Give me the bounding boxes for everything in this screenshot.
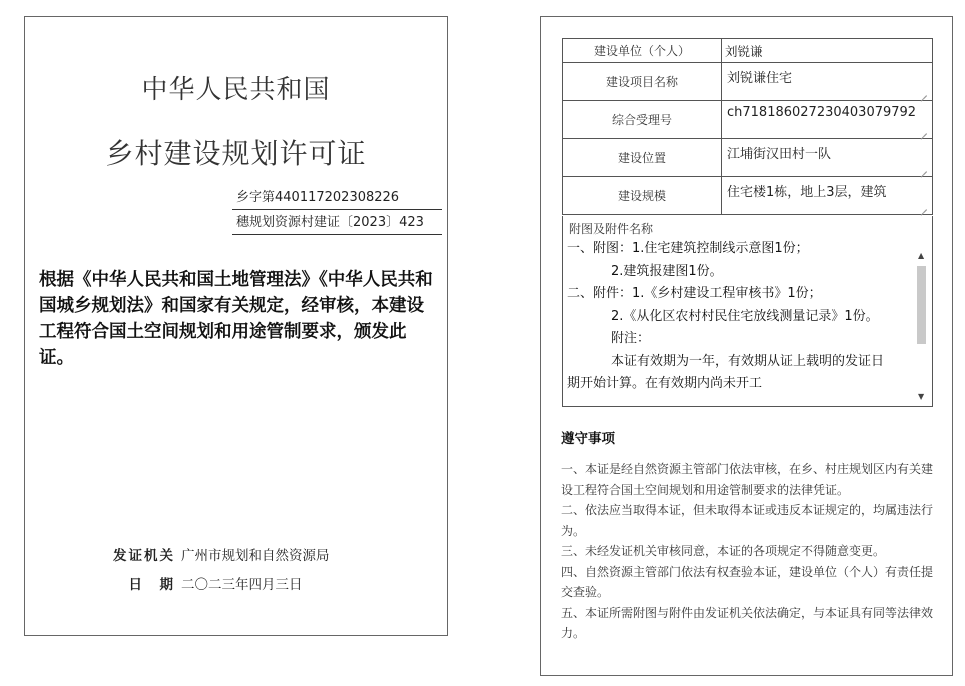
row-label: 建设规模 bbox=[563, 177, 722, 215]
date-value: 二〇二三年四月三日 bbox=[181, 577, 303, 593]
resize-grip-icon[interactable] bbox=[919, 202, 927, 210]
table-row bbox=[563, 39, 933, 63]
scale-field[interactable] bbox=[722, 177, 933, 215]
issuer-label: 发证机关 bbox=[113, 548, 175, 564]
attachments-box[interactable] bbox=[562, 216, 933, 407]
attachments-content bbox=[567, 238, 913, 404]
certificate-front-page bbox=[24, 16, 448, 636]
date-label: 日 期 bbox=[128, 577, 175, 593]
row-value: 刘锐谦住宅 bbox=[727, 70, 793, 86]
attachments-label: 附图及附件名称 bbox=[569, 222, 654, 236]
row-value: 刘锐谦 bbox=[725, 43, 763, 59]
project-name-field[interactable] bbox=[722, 63, 933, 101]
row-label: 综合受理号 bbox=[563, 101, 722, 139]
row-label: 建设单位（个人） bbox=[563, 39, 722, 63]
rule-item: 四、自然资源主管部门依法有权查验本证，建设单位（个人）有责任提交查验。 bbox=[561, 564, 934, 599]
resize-grip-icon[interactable] bbox=[919, 126, 927, 134]
attachment-line: 一、附图：1.住宅建筑控制线示意图1份； bbox=[567, 241, 809, 256]
resize-grip-icon[interactable] bbox=[919, 164, 927, 172]
attachment-line: 本证有效期为一年，有效期从证上载明的发证日 bbox=[611, 353, 885, 369]
document-number: 穗规划资源村建证〔2023〕423 bbox=[232, 211, 442, 235]
certificate-number: 乡字第440117202308226 bbox=[232, 186, 442, 210]
location-field[interactable] bbox=[722, 139, 933, 177]
rules-list bbox=[561, 459, 937, 644]
row-value: 住宅楼1栋，地上3层，建筑 bbox=[727, 184, 887, 200]
country-title: 中华人民共和国 bbox=[141, 75, 331, 105]
table-row bbox=[563, 63, 933, 101]
scroll-down-icon[interactable]: ▼ bbox=[918, 392, 925, 401]
attachment-line: 2.建筑报建图1份。 bbox=[611, 263, 723, 279]
resize-grip-icon[interactable] bbox=[919, 88, 927, 96]
rule-item: 五、本证所需附图与附件由发证机关依法确定，与本证具有同等法律效力。 bbox=[561, 605, 934, 640]
attachment-line: 二、附件：1.《乡村建设工程审核书》1份； bbox=[567, 286, 822, 301]
row-value: 江埔街汉田村一队 bbox=[727, 146, 832, 162]
table-row bbox=[563, 139, 933, 177]
scroll-up-icon[interactable]: ▲ bbox=[918, 251, 925, 260]
attachment-line: 附注： bbox=[611, 331, 651, 346]
issuer-value: 广州市规划和自然资源局 bbox=[181, 548, 330, 564]
attachment-line: 期开始计算。在有效期内尚未开工 bbox=[567, 376, 763, 391]
rules-title: 遵守事项 bbox=[561, 431, 615, 447]
legal-basis-text: 根据《中华人民共和国土地管理法》《中华人民共和国城乡规划法》和国家有关规定，经审核，本建设工程符合国土空间规划和用途管制要求，颁发此证。 bbox=[39, 270, 433, 368]
certificate-detail-page bbox=[540, 16, 953, 676]
issuer-row bbox=[103, 544, 330, 564]
project-info-table bbox=[562, 38, 933, 215]
rule-item: 二、依法应当取得本证，但未取得本证或违反本证规定的，均属违法行为。 bbox=[561, 503, 934, 538]
acceptance-number-field[interactable] bbox=[722, 101, 933, 139]
attachment-line: 2.《从化区农村村民住宅放线测量记录》1份。 bbox=[611, 308, 879, 324]
certificate-title: 乡村建设规划许可证 bbox=[105, 137, 367, 170]
table-row bbox=[563, 101, 933, 139]
construction-unit-value bbox=[722, 39, 933, 63]
row-label: 建设项目名称 bbox=[563, 63, 722, 101]
rule-item: 一、本证是经自然资源主管部门依法审核，在乡、村庄规划区内有关建设工程符合国土空间规划和用途管制要求的法律凭证。 bbox=[561, 462, 934, 497]
row-value: ch718186027230403079792 bbox=[727, 104, 917, 120]
date-row bbox=[103, 573, 303, 593]
attachments-scrollbar[interactable] bbox=[916, 252, 927, 401]
table-row bbox=[563, 177, 933, 215]
rule-item: 三、未经发证机关审核同意，本证的各项规定不得随意变更。 bbox=[561, 544, 886, 558]
row-label: 建设位置 bbox=[563, 139, 722, 177]
scrollbar-thumb[interactable] bbox=[917, 266, 926, 344]
